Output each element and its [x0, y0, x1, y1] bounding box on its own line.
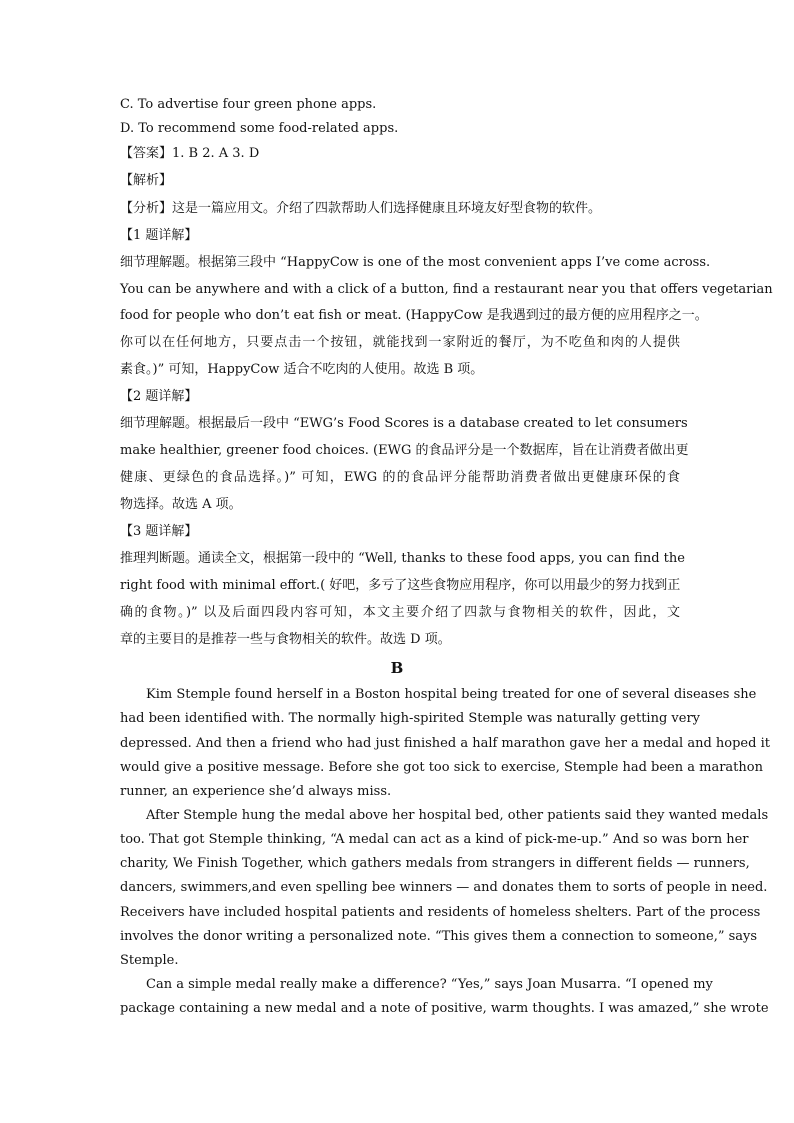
body-line: Stemple.: [120, 953, 179, 968]
q1-line: 细节理解题。根据第三段中 “HappyCow is one of the most convenient apps I’ve come across.: [120, 255, 711, 270]
option-c: C. To advertise four green phone apps.: [120, 97, 377, 112]
body-line: After Stemple hung the medal above her hospital bed, other patients said they wanted medals: [146, 808, 769, 823]
body-line: runner, an experience she’d always miss.: [120, 784, 392, 799]
body-line: involves the donor writing a personalized note. “This gives them a connection to someone,” says: [120, 929, 758, 944]
q2-line: make healthier, greener food choices. (EWG 的食品评分是一个数据库，旨在让消费者做出更: [120, 443, 689, 458]
q1-line: food for people who don’t eat fish or meat. (HappyCow 是我遇到过的最方便的应用程序之一。: [120, 308, 708, 323]
q3-line: 推理判断题。通读全文，根据第一段中的 “Well, thanks to these food apps, you can find the: [120, 551, 685, 566]
body-line: would give a positive message. Before she got too sick to exercise, Stemple had been a marathon: [120, 760, 763, 775]
analysis-heading: 【解析】: [120, 173, 173, 188]
q2-line: 健康、更绿色的食品选择。)” 可知，EWG 的的食品评分能帮助消费者做出更健康环保的食: [120, 470, 680, 485]
body-line: Receivers have included hospital patients and residents of homeless shelters. Part of the process: [120, 905, 761, 920]
q3-heading: 【3 题详解】: [120, 524, 198, 539]
answer-line: 【答案】1. B 2. A 3. D: [120, 146, 260, 161]
body-line: dancers, swimmers,and even spelling bee winners — and donates them to sorts of people in need.: [120, 880, 768, 895]
q3-line: 确的食物。)” 以及后面四段内容可知，本文主要介绍了四款与食物相关的软件，因此，文: [120, 605, 680, 620]
body-line: charity, We Finish Together, which gathers medals from strangers in different fields — runners,: [120, 856, 750, 871]
body-line: too. That got Stemple thinking, “A medal can act as a kind of pick-me-up.” And so was born her: [120, 832, 749, 847]
q2-line: 细节理解题。根据最后一段中 “EWG’s Food Scores is a database created to let consumers: [120, 416, 688, 431]
q2-line: 物选择。故选 A 项。: [120, 497, 242, 512]
q3-line: right food with minimal effort.( 好吧，多亏了这些食物应用程序，你可以用最少的努力找到正: [120, 578, 681, 593]
summary-line: 【分析】这是一篇应用文。介绍了四款帮助人们选择健康且环境友好型食物的软件。: [120, 201, 602, 216]
body-line: package containing a new medal and a note of positive, warm thoughts. I was amazed,” she wrote: [120, 1001, 769, 1016]
q3-line: 章的主要目的是推荐一些与食物相关的软件。故选 D 项。: [120, 632, 451, 647]
section-b-title: B: [390, 659, 404, 677]
body-line: depressed. And then a friend who had just finished a half marathon gave her a medal and hoped it: [120, 736, 770, 751]
option-d: D. To recommend some food-related apps.: [120, 121, 399, 136]
q1-line: 你可以在任何地方，只要点击一个按钮，就能找到一家附近的餐厅，为不吃鱼和肉的人提供: [120, 335, 680, 350]
body-line: Kim Stemple found herself in a Boston hospital being treated for one of several diseases she: [146, 687, 757, 702]
q2-heading: 【2 题详解】: [120, 389, 198, 404]
q1-line: 素食。)” 可知，HappyCow 适合不吃肉的人使用。故选 B 项。: [120, 362, 484, 377]
body-line: Can a simple medal really make a difference? “Yes,” says Joan Musarra. “I opened my: [146, 977, 713, 992]
body-line: had been identified with. The normally high-spirited Stemple was naturally getting very: [120, 711, 701, 726]
q1-line: You can be anywhere and with a click of a button, find a restaurant near you that offers vegetarian: [120, 282, 773, 297]
q1-heading: 【1 题详解】: [120, 228, 198, 243]
